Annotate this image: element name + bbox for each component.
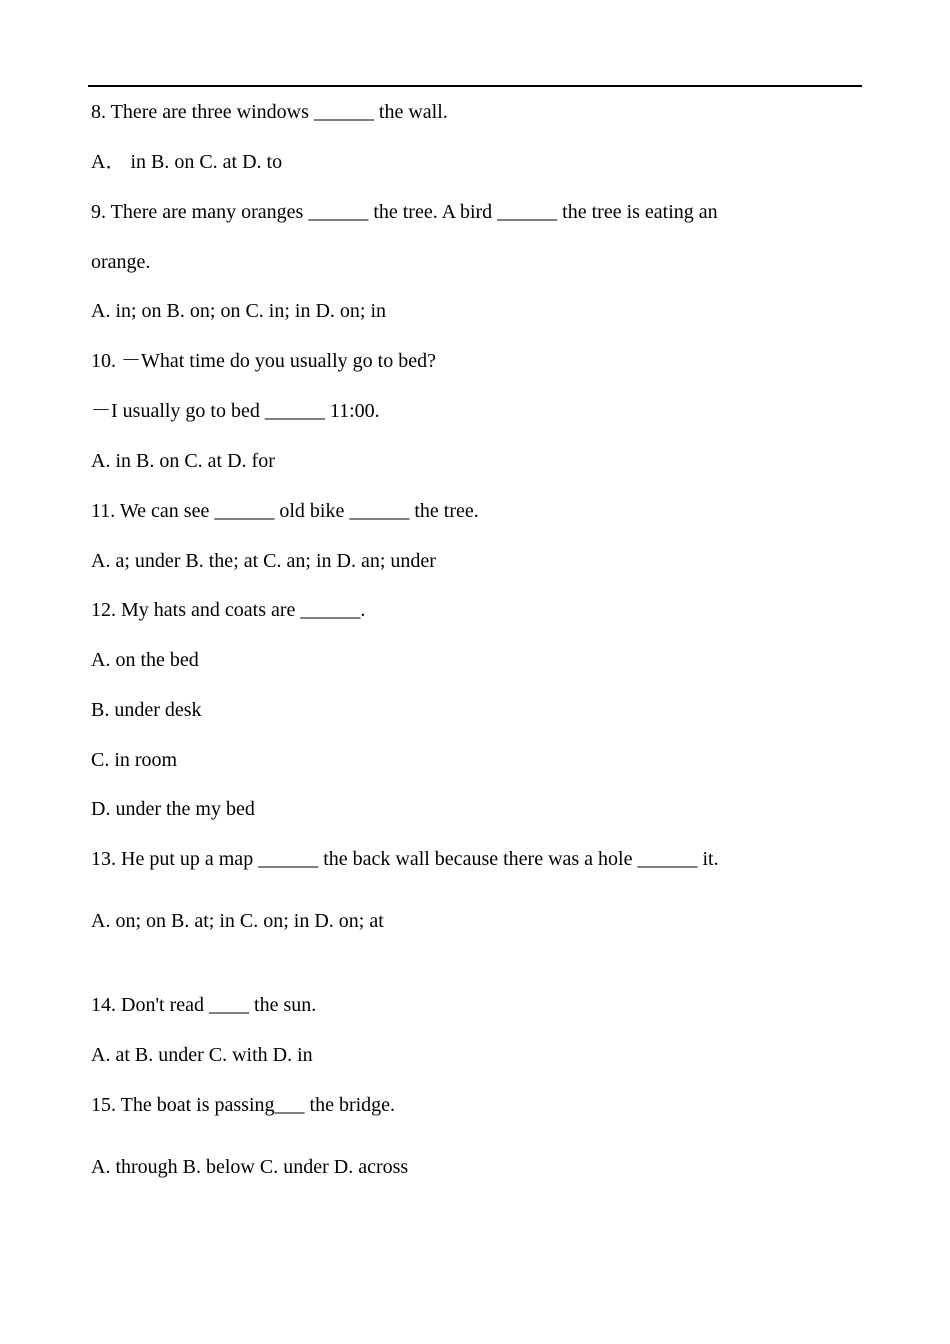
question-12: 12. My hats and coats are ______. [91,599,366,621]
question-14: 14. Don't read ____ the sun. [91,994,317,1016]
question-9-options: A. in; on B. on; on C. in; in D. on; in [91,300,387,322]
question-13-options: A. on; on B. at; in C. on; in D. on; at [91,910,384,932]
question-12-option-d: D. under the my bed [91,798,255,820]
question-15-options: A. through B. below C. under D. across [91,1156,409,1178]
question-10-options: A. in B. on C. at D. for [91,450,275,472]
question-12-option-a: A. on the bed [91,649,199,671]
question-11: 11. We can see ______ old bike ______ the tree. [91,500,479,522]
question-11-options: A. a; under B. the; at C. an; in D. an; under [91,550,436,572]
question-10: 10. －What time do you usually go to bed? [91,350,436,372]
question-8: 8. There are three windows ______ the wall. [91,101,448,123]
question-12-option-c: C. in room [91,749,178,771]
question-8-options: A． in B. on C. at D. to [91,151,283,173]
question-9-continued: orange. [91,251,151,273]
question-12-option-b: B. under desk [91,699,202,721]
question-9: 9. There are many oranges ______ the tree. A bird ______ the tree is eating an [91,201,718,223]
header-rule [88,85,862,87]
question-13: 13. He put up a map ______ the back wall because there was a hole ______ it. [91,848,719,870]
question-10-answer: －I usually go to bed ______ 11:00. [91,400,380,422]
question-15: 15. The boat is passing___ the bridge. [91,1094,396,1116]
question-14-options: A. at B. under C. with D. in [91,1044,313,1066]
